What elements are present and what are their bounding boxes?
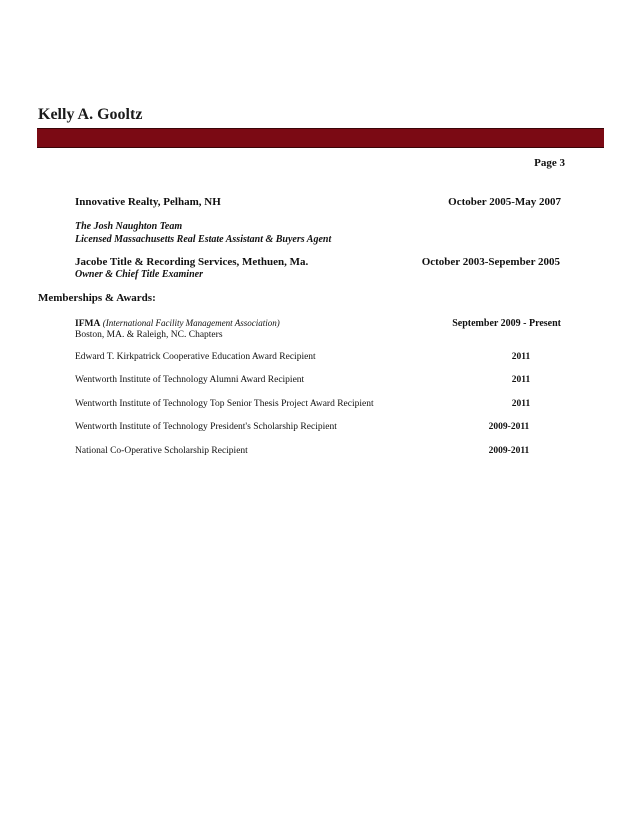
team-name: The Josh Naughton Team <box>75 221 183 232</box>
role-jacobe-title: Owner & Chief Title Examiner <box>75 269 203 280</box>
award-year: 2011 <box>511 375 531 385</box>
award-year: 2009-2011 <box>488 422 530 432</box>
award-title: National Co-Operative Scholarship Recipient <box>75 446 248 456</box>
award-year: 2011 <box>511 399 531 409</box>
award-title: Wentworth Institute of Technology Top Senior Thesis Project Award Recipient <box>75 399 374 409</box>
role-innovative-realty: Licensed Massachusetts Real Estate Assistant & Buyers Agent <box>75 234 332 245</box>
memberships-heading: Memberships & Awards: <box>38 292 156 304</box>
award-year: 2009-2011 <box>488 446 530 456</box>
employer-innovative-realty: Innovative Realty, Pelham, NH <box>75 196 221 208</box>
ifma-dates: September 2009 - Present <box>452 318 561 329</box>
ifma-abbr: IFMA <box>75 319 101 329</box>
employer-jacobe-title: Jacobe Title & Recording Services, Methuen, Ma. <box>75 256 309 268</box>
award-title: Wentworth Institute of Technology Alumni Award Recipient <box>75 375 305 385</box>
ifma-chapters: Boston, MA. & Raleigh, NC. Chapters <box>75 330 223 340</box>
award-title: Wentworth Institute of Technology President's Scholarship Recipient <box>75 422 337 432</box>
resume-name: Kelly A. Gooltz <box>38 106 143 123</box>
ifma-full-name: (International Facility Management Association) <box>102 318 280 328</box>
header-banner <box>37 128 604 148</box>
page-number: Page 3 <box>534 157 565 169</box>
dates-innovative-realty: October 2005-May 2007 <box>448 196 561 208</box>
award-title: Edward T. Kirkpatrick Cooperative Education Award Recipient <box>75 352 316 362</box>
award-year: 2011 <box>511 352 531 362</box>
dates-jacobe-title: October 2003-Sepember 2005 <box>421 256 560 268</box>
ifma-line <box>75 318 280 329</box>
